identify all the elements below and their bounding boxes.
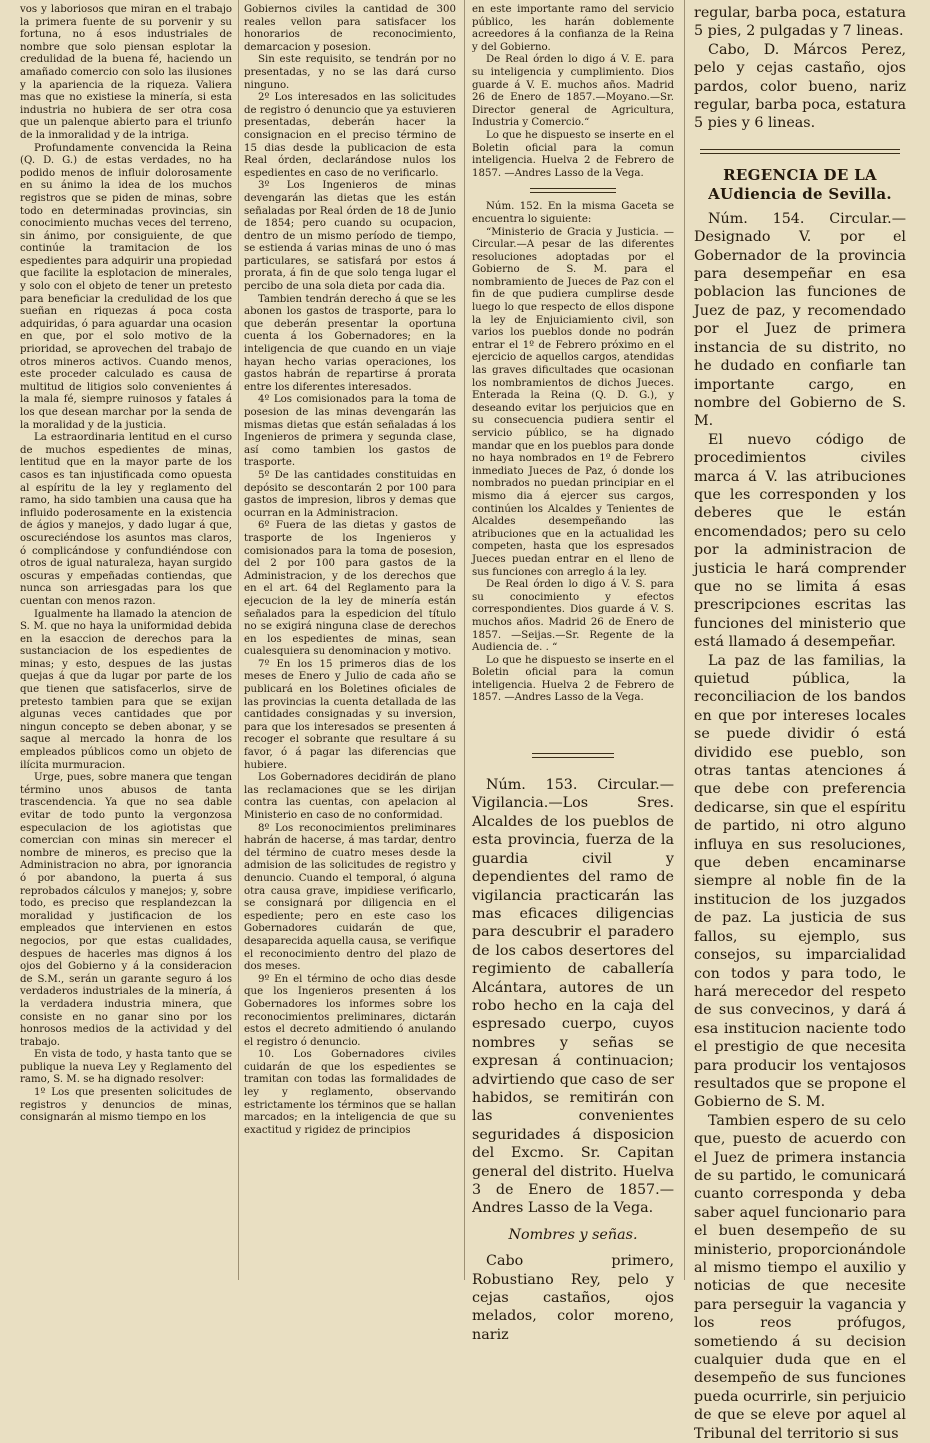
paragraph: vos y laboriosos que miran en el trabajo la primera fuente de su porvenir y su fortuna, no á esos industriales de nombre que solo piensan esplotar la credulidad de la buena fé, haciendo un amañado comercio con solo las ilusiones y la apariencia de la riqueza. Valiera mas que no existiese la minería, si esta industria no hubiera de ser otra cosa que un palenque abierto para el triunfo de la inmoralidad y de la intriga. xyxy=(20,4,232,141)
paragraph: Cabo, D. Márcos Perez, pelo y cejas castaño, ojos pardos, color bueno, nariz regular, barba poca, estatura 5 pies y 6 lineas. xyxy=(694,41,906,132)
column-4 xyxy=(694,4,906,1443)
paragraph: Tambien espero de su celo que, puesto de acuerdo con el Juez de primera instancia de su partido, le comunicará cuanto corresponda y deba saber aquel funcionario para el buen desempeño de su ministerio, proporcionándole al mismo tiempo el auxilio y noticias de que necesite para perseguir la vagancia y los reos prófugos, sometiendo á su decision cualquier duda que en el desempeño de sus funciones pueda ocurrirle, sin perjuicio de que se eleve por aquel al Tribunal del territorio si sus xyxy=(694,1112,906,1442)
paragraph: 8º Los reconocimientos preliminares habrán de hacerse, á mas tardar, dentro del término de cuatro meses desde la admision de las solicitudes de registro y denuncio. Cuando el temporal, ó alguna otra causa grave, impidiese verificarlo, se consignará por diligencia en el espediente; pero en este caso los Gobernadores cuidarán de que, desaparecida aquella causa, se verifique el reconocimiento dentro del plazo de dos meses. xyxy=(244,822,456,973)
paragraph: Profundamente convencida la Reina (Q. D. G.) de estas verdades, no ha podido menos de influir dolorosamente en su ánimo la idea de los muchos registros que se piden de minas, sobre todo en determinadas provincias, sin conocimiento muchas veces del terreno, sin ánimo, por consiguiente, de que continúe la tramitacion de los espedientes para adquirir una propiedad que facilite la esplotacion de minerales, y solo con el objeto de tener un pretesto para beneficiar la credulidad de los que sueñan en riquezas á poca costa adquiridas, ó para aguardar una ocasion en que, por el solo motivo de la prioridad, se aprovechen del trabajo de otros mineros activos. Cuando menos, este proceder calculado es causa de multitud de litigios solo convenientes á la mala fé, siempre ruinosos y fatales á los que desean marchar por la senda de la moralidad y de la justicia. xyxy=(20,142,232,431)
paragraph: De Real órden lo digo á V. E. para su inteligencia y cumplimiento. Dios guarde á V. E. muchos años. Madrid 26 de Enero de 1857.—Moyano.—Sr. Director general de Agricultura, Industria y Comercio.“ xyxy=(472,54,674,129)
paragraph: en este importante ramo del servicio público, les harán doblemente acreedores á la confianza de la Reina y del Gobierno. xyxy=(472,4,674,53)
column-rule xyxy=(684,0,685,1280)
section-subtitle: Nombres y señas. xyxy=(508,1226,638,1243)
column-2 xyxy=(244,4,456,1137)
paragraph: 10. Los Gobernadores civiles cuidarán de que los espedientes se tramitan con todas las formalidades de ley y reglamento, observando estrictamente los términos que se hallan marcados; en la inteligencia de que su exactitud y rigidez de principios xyxy=(244,1049,456,1136)
paragraph: Igualmente ha llamado la atencion de S. M. que no haya la uniformidad debida en la esaccion de derechos para la sustanciacion de los espedientes de minas; y esto, despues de las justas quejas á que da lugar por parte de los que tienen que satisfacerlos, sirve de pretesto tambien para que se exijan algunas veces cantidades que por ningun concepto se deben abonar, y se saque al mercado la honra de los empleados públicos como un objeto de ilícita murmuracion. xyxy=(20,608,232,771)
paragraph: En vista de todo, y hasta tanto que se publique la nueva Ley y Reglamento del ramo, S. M. se ha dignado resolver: xyxy=(20,1049,232,1086)
paragraph: Núm. 152. En la misma Gaceta se encuentra lo siguiente: xyxy=(472,201,674,225)
paragraph: 1º Los que presenten solicitudes de registros y denuncios de minas, consignarán al mismo tiempo en los xyxy=(20,1087,232,1124)
section-heading: REGENCIA DE LA AUdiencia de Sevilla. xyxy=(708,165,892,203)
paragraph: 5º De las cantidades constituidas en depósito se descontarán 2 por 100 para gastos de impresion, libros y demas que ocurran en la Administracion. xyxy=(244,469,456,519)
paragraph: Lo que he dispuesto se inserte en el Boletin oficial para la comun inteligencia. Huelva 2 de Febrero de 1857. —Andres Lasso de la Vega. xyxy=(472,129,674,179)
paragraph: 9º En el término de ocho dias desde que los Ingenieros presenten á los Gobernadores los informes sobre los reconocimientos preliminares, dictarán estos el decreto admitiendo ó anulando el registro ó denuncio. xyxy=(244,973,456,1048)
paragraph: Lo que he dispuesto se inserte en el Boletin oficial para la comun inteligencia. Huelva 2 de Febrero de 1857. —Andres Lasso de la Vega. xyxy=(472,654,674,704)
paragraph: La estraordinaria lentitud en el curso de muchos espedientes de minas, lentitud que en la mayor parte de los casos es tan injustificada como opuesta al espíritu de la ley y reglamento del ramo, ha sido tambien una causa que ha influido poderosamente en la existencia de ágios y manejos, y dado lugar á que, oscureciéndose los asuntos mas claros, ó complicándose y confundiéndose con otros de igual naturaleza, hayan surgido oscuras y empeñadas contiendas, que nunca son arriesgadas para los que cuentan con menos razon. xyxy=(20,432,232,607)
section-divider xyxy=(530,188,616,193)
paragraph: Núm. 154. Circular.—Designado V. por el Gobernador de la provincia para desempeñar en esa poblacion las funciones de Juez de paz, y recomendado por el Juez de primera instancia de su distrito, no he dudado en confiarle tan importante cargo, en nombre del Gobierno de S. M. xyxy=(694,210,906,430)
paragraph: Núm. 153. Circular.— Vigilancia.—Los Sres. Alcaldes de los pueblos de esta provincia, fuerza de la guardia civil y dependientes del ramo de vigilancia practicarán las mas eficaces diligencias para descubrir el paradero de los cabos desertores del regimiento de caballería Alcántara, autores de un robo hecho en la caja del espresado cuerpo, cuyos nombres y señas se expresan á continuacion; advirtiendo que caso de ser habidos, se remitirán con las convenientes seguridades á disposicion del Excmo. Sr. Capitan general del distrito. Huelva 3 de Enero de 1857.—Andres Lasso de la Vega. xyxy=(472,777,674,1217)
paragraph: 3º Los Ingenieros de minas devengarán las dietas que les están señaladas por Real órden de 18 de Junio de 1854; pero cuando su ocupacion, dentro de un mismo período de tiempo, se estienda á varias minas de uno ó mas particulares, se satisfará por estos á prorata, á fin de que solo tenga lugar el percibo de una sola dieta por cada dia. xyxy=(244,180,456,293)
paragraph: La paz de las familias, la quietud pública, la reconciliacion de los bandos en que por intereses locales se puede dividir ó está dividido ese pueblo, son otras tantas atenciones á que debe con preferencia dedicarse, sin que el espíritu de partido, ni otro alguno influya en sus resoluciones, que deben encaminarse siempre al noble fin de la institucion de los juzgados de paz. La justicia de sus fallos, su ejemplo, sus consejos, su imparcialidad con todos y para todo, le hará merecedor del respeto de sus convecinos, y dará á esa institucion naciente todo el prestigio de que necesita para producir los ventajosos resultados que se propone el Gobierno de S. M. xyxy=(694,652,906,1111)
paragraph: De Real órden lo digo á V. S. para su conocimiento y efectos correspondientes. Dios guarde á V. S. muchos años. Madrid 26 de Enero de 1857. —Seijas.—Sr. Regente de la Audiencia de. . “ xyxy=(472,579,674,654)
paragraph: Urge, pues, sobre manera que tengan término unos abusos de tanta trascendencia. Ya que no sea dable evitar de todo punto la vergonzosa especulacion de los agiotistas que comercian con minas sin merecer el nombre de mineros, es preciso que la Administracion no abra, por ignorancia ó por abandono, la puerta á sus reprobados cálculos y manejos; y, sobre todo, es preciso que resplandezcan la moralidad y justificacion de los empleados que intervienen en estos negocios, por que estas cualidades, despues de hacerles mas dignos á los ojos del Gobierno y á la consideracion de S.M., serán un garante seguro á los verdaderos industriales de la minería, á la verdadera industria minera, que consiste en no ganar sino por los honrosos medios de la actividad y del trabajo. xyxy=(20,772,232,1048)
column-rule xyxy=(238,0,239,1280)
section-divider xyxy=(700,149,900,154)
section-divider xyxy=(532,753,614,758)
paragraph: 4º Los comisionados para la toma de posesion de las minas devengarán las mismas dietas que están señaladas á los Ingenieros de primera y segunda clase, así como tambien los gastos de trasporte. xyxy=(244,394,456,469)
paragraph: Tambien tendrán derecho á que se les abonen los gastos de trasporte, para lo que deberán presentar la oportuna cuenta á los Gobernadores; en la inteligencia de que cuando en un viaje hayan hecho varias operaciones, los gastos habrán de repartirse á prorata entre los diferentes interesados. xyxy=(244,293,456,393)
column-rule xyxy=(464,0,465,1280)
column-1 xyxy=(20,4,232,1125)
paragraph: Los Gobernadores decidirán de plano las reclamaciones que se les dirijan contra las cuentas, con apelacion al Ministerio en caso de no conformidad. xyxy=(244,772,456,821)
paragraph: Cabo primero, Robustiano Rey, pelo y cejas castaños, ojos melados, color moreno, nariz xyxy=(472,1253,674,1343)
paragraph: 2º Los interesados en las solicitudes de registro ó denuncio que ya estuvieren presentadas, deberán hacer la consignacion en el preciso término de 15 dias desde la publicacion de esta Real órden, declarándose nulos los espedientes en caso de no verificarlo. xyxy=(244,92,456,179)
paragraph: 7º En los 15 primeros dias de los meses de Enero y Julio de cada año se publicará en los Boletines oficiales de las provincias la cuenta detallada de las cantidades consignadas y su inversion, para que los interesados se presenten á recoger el sobrante que resultare á su favor, ó á pagar las diferencias que hubiere. xyxy=(244,658,456,771)
paragraph: El nuevo código de procedimientos civiles marca á V. las atribuciones que les corresponden y los deberes que le están encomendados; pero su celo por la administracion de justicia le hará comprender que no se limita á esas prescripciones escritas las funciones del ministerio que está llamado á desempeñar. xyxy=(694,431,906,651)
column-3 xyxy=(472,4,674,1344)
paragraph: regular, barba poca, estatura 5 pies, 2 pulgadas y 7 lineas. xyxy=(694,5,906,40)
paragraph: 6º Fuera de las dietas y gastos de trasporte de los Ingenieros y comisionados para la toma de posesion, del 2 por 100 para gastos de la Administracion, y de los derechos que en el art. 64 del Reglamento para la ejecucion de la ley de minería están señalados para la espedicion del título no se exigirá ninguna clase de derechos en los espedientes de minas, sean cualesquiera su denominacion y motivo. xyxy=(244,520,456,658)
paragraph: Sin este requisito, se tendrán por no presentadas, y no se las dará curso ninguno. xyxy=(244,54,456,91)
paragraph: Gobiernos civiles la cantidad de 300 reales vellon para satisfacer los honorarios de reconocimiento, demarcacion y posesion. xyxy=(244,4,456,53)
paragraph: “Ministerio de Gracia y Justicia. —Circular.—A pesar de las diferentes resoluciones adoptadas por el Gobierno de S. M. para el nombramiento de Jueces de Paz con el fin de que pudiera cumplirse desde luego lo que respecto de ellos dispone la ley de Enjuiciamiento civil, son varios los pueblos donde no podrán entrar el 1º de Febrero próximo en el ejercicio de aquellos cargos, atendidas las graves dificultades que ocasionan los nombramientos de dichos Jueces. Enterada la Reina (Q. D. G.), y deseando evitar los perjuicios que en su consecuencia pudiera sentir el servicio público, se ha dignado mandar que en los pueblos para donde no haya nombrados en 1º de Febrero inmediato Jueces de Paz, ó donde los nombrados no puedan principiar en el mismo dia á ejercer sus cargos, continúen los Alcaldes y Tenientes de Alcaldes desempeñando las atribuciones que en la actualidad les competen, hasta que los espresados Jueces puedan entrar en el lleno de sus funciones con arreglo á la ley. xyxy=(472,226,674,578)
